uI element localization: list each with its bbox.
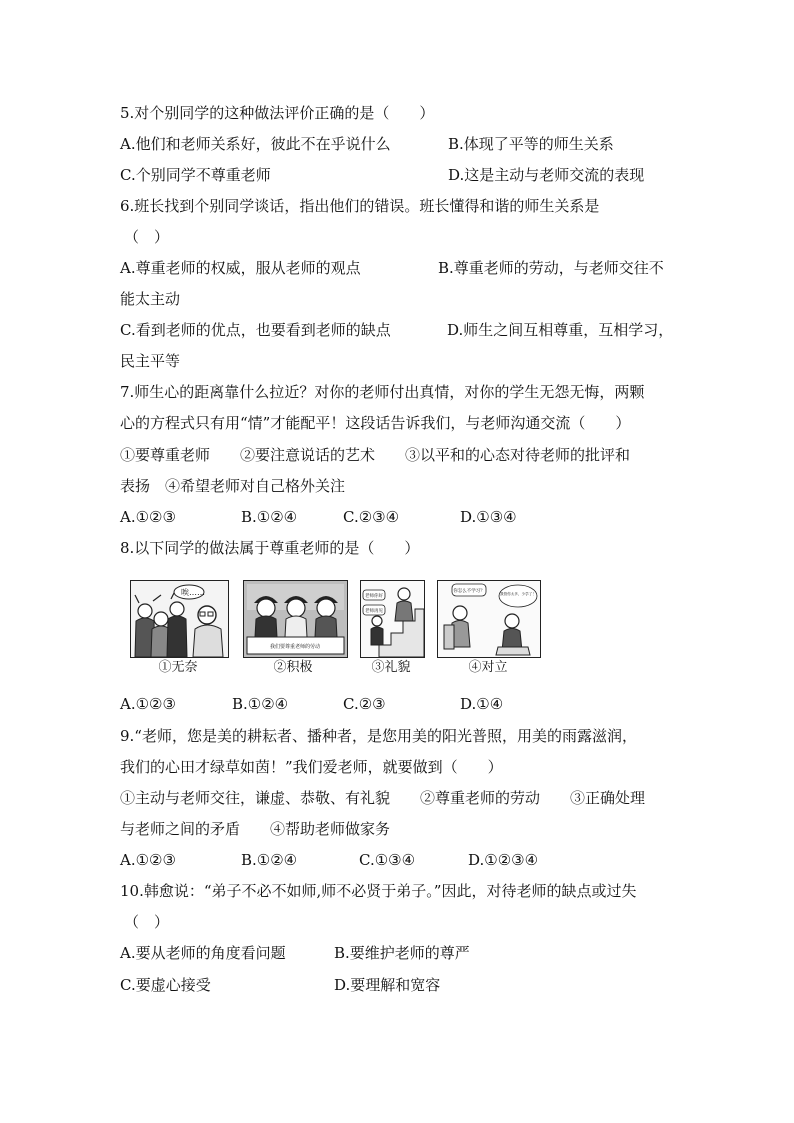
q6-option-c: C.看到老师的优点，也要看到老师的缺点 [120, 321, 391, 339]
q9-option-b: B.①②④ [241, 851, 298, 869]
q7-stem: 7.师生心的距离靠什么拉近？对你的老师付出真情，对你的学生无怨无悔，两颗 [120, 383, 645, 401]
q9-option-d: D.①②③④ [468, 851, 539, 869]
cartoon-panel-3 [360, 580, 425, 658]
q6-option-a: A.尊重老师的权威，服从老师的观点 [120, 259, 361, 277]
cartoon-2-drawing [244, 581, 347, 657]
cartoon-2-sign: 我们要尊重老师的劳动 [269, 644, 321, 650]
q8-option-d: D.①④ [460, 695, 504, 713]
cartoon-2-caption: ②积极 [273, 660, 313, 675]
cartoon-3-drawing [361, 581, 424, 657]
q10-option-c: C.要虚心接受 [120, 976, 211, 994]
q9-stem-cont: 我们的心田才绿草如茵！”我们爱老师，就要做到（ ） [120, 758, 503, 776]
q6-option-d: D.师生之间互相尊重，互相学习， [447, 321, 674, 339]
q10-stem-cont: （ ） [124, 913, 170, 931]
cartoon-panel-1 [130, 580, 229, 658]
q8-stem: 8.以下同学的做法属于尊重老师的是（ ） [120, 539, 420, 557]
q9-items-2: 与老师之间的矛盾 ④帮助老师做家务 [120, 820, 391, 838]
q5-option-a: A.他们和老师关系好，彼此不在乎说什么 [120, 135, 391, 153]
q9-items-1: ①主动与老师交往，谦虚、恭敬、有礼貌 ②尊重老师的劳动 ③正确处理 [120, 789, 646, 807]
q10-option-b: B.要维护老师的尊严 [334, 944, 470, 962]
cartoon-1-drawing [131, 581, 228, 657]
q5-option-b: B.体现了平等的师生关系 [448, 135, 614, 153]
cartoon-3-caption: ③礼貌 [371, 660, 411, 675]
cartoon-4-bubble-2: 我管你太多，少学了！ [500, 592, 536, 596]
q9-stem: 9.“老师，您是美的耕耘者、播种者，是您用美的阳光普照，用美的雨露滋润， [120, 727, 637, 745]
q7-option-c: C.②③④ [343, 508, 400, 526]
q8-option-a: A.①②③ [120, 695, 176, 713]
cartoon-panel-4 [437, 580, 541, 658]
q5-stem: 5.对个别同学的这种做法评价正确的是（ ） [120, 104, 435, 122]
q7-option-a: A.①②③ [120, 508, 176, 526]
q5-option-c: C.个别同学不尊重老师 [120, 166, 271, 184]
q9-option-a: A.①②③ [120, 851, 176, 869]
q7-stem-cont: 心的方程式只有用“情”才能配平！这段话告诉我们，与老师沟通交流（ ） [120, 414, 631, 432]
q9-option-c: C.①③④ [359, 851, 416, 869]
cartoon-3-bubble-1: 老师你好 [365, 594, 383, 599]
q10-stem: 10.韩愈说：“弟子不必不如师,师不必贤于弟子。”因此，对待老师的缺点或过失 [120, 882, 637, 900]
q7-option-b: B.①②④ [241, 508, 298, 526]
q6-stem: 6.班长找到个别同学谈话，指出他们的错误。班长懂得和谐的师生关系是 [120, 197, 600, 215]
cartoon-1-bubble: 唉…… [181, 588, 205, 597]
q8-option-c: C.②③ [343, 695, 386, 713]
q6-option-b: B.尊重老师的劳动，与老师交往不 [438, 259, 664, 277]
cartoon-4-drawing [438, 581, 540, 657]
cartoon-panel-2 [243, 580, 348, 658]
cartoon-4-bubble-1: 你怎么不学习？ [453, 589, 485, 594]
q7-items-2: 表扬 ④希望老师对自己格外关注 [120, 477, 346, 495]
q7-option-d: D.①③④ [460, 508, 517, 526]
q6-stem-cont: （ ） [124, 228, 170, 246]
q10-option-d: D.要理解和宽容 [334, 976, 441, 994]
cartoon-3-bubble-2: 老师再见 [365, 609, 383, 614]
cartoon-4-caption: ④对立 [468, 660, 508, 675]
q8-option-b: B.①②④ [232, 695, 289, 713]
q5-option-d: D.这是主动与老师交流的表现 [448, 166, 645, 184]
cartoon-1-caption: ①无奈 [158, 660, 198, 675]
q6-option-d-cont: 民主平等 [120, 352, 181, 370]
q7-items-1: ①要尊重老师 ②要注意说话的艺术 ③以平和的心态对待老师的批评和 [120, 446, 631, 464]
q6-option-b-cont: 能太主动 [120, 290, 181, 308]
q10-option-a: A.要从老师的角度看问题 [120, 944, 286, 962]
